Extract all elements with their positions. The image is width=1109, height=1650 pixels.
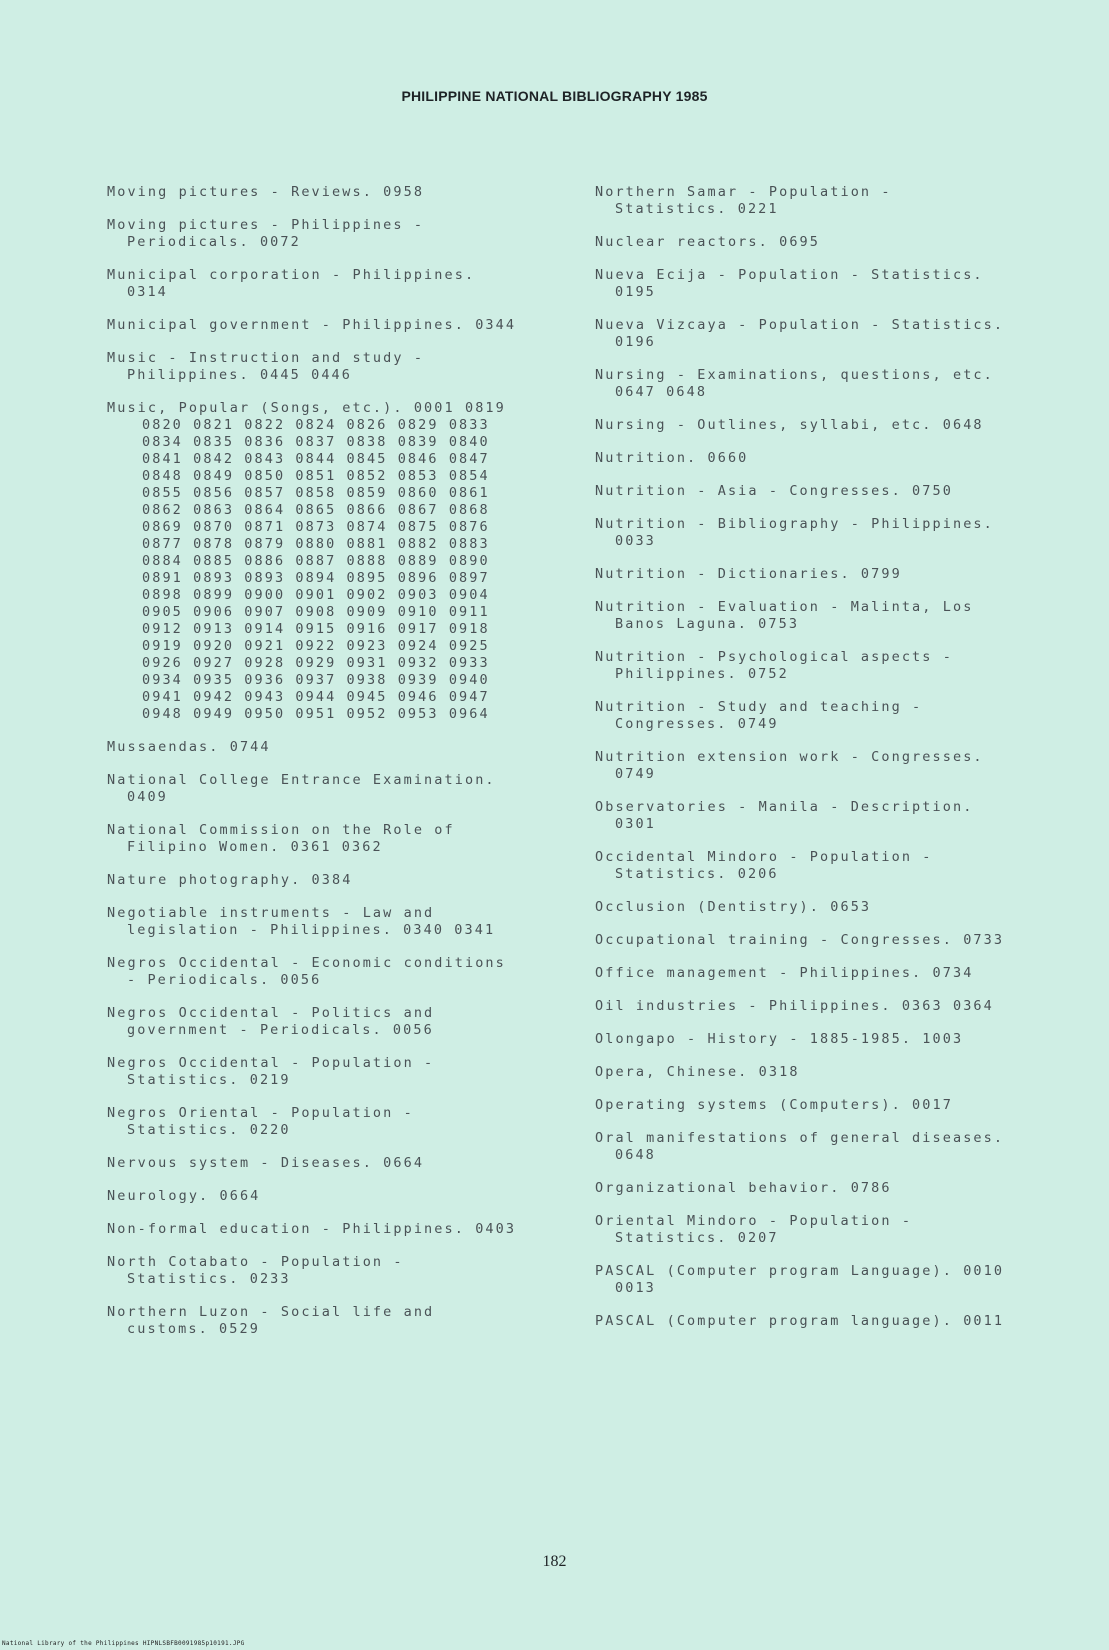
entry-heading: Negros Occidental - Economic conditions bbox=[107, 955, 506, 971]
entry-heading: Negotiable instruments - Law and bbox=[107, 905, 435, 921]
index-entry bbox=[107, 822, 562, 856]
index-entry bbox=[107, 739, 562, 756]
entry-heading: National College Entrance Examination. bbox=[107, 772, 496, 788]
entry-continuation: 0912 0913 0914 0915 0916 0917 0918 bbox=[142, 621, 490, 637]
entry-continuation: Philippines. 0445 0446 bbox=[127, 367, 353, 383]
index-entry bbox=[107, 217, 562, 251]
entry-continuation: 0891 0893 0893 0894 0895 0896 0897 bbox=[142, 570, 490, 586]
entry-continuation: 0013 bbox=[615, 1280, 656, 1296]
index-entry bbox=[595, 184, 1075, 218]
index-entry bbox=[107, 350, 562, 384]
entry-heading: PASCAL (Computer program language). 0011 bbox=[595, 1313, 1005, 1329]
entry-continuation: Statistics. 0207 bbox=[615, 1230, 779, 1246]
entry-continuation: 0869 0870 0871 0873 0874 0875 0876 bbox=[142, 519, 490, 535]
entry-heading: Municipal corporation - Philippines. bbox=[107, 267, 476, 283]
index-entry bbox=[595, 367, 1075, 401]
index-entry bbox=[595, 317, 1075, 351]
entry-heading: Nutrition - Psychological aspects - bbox=[595, 649, 953, 665]
index-entry bbox=[595, 417, 1075, 434]
entry-continuation: 0409 bbox=[127, 789, 168, 805]
entry-heading: Music, Popular (Songs, etc.). 0001 0819 bbox=[107, 400, 506, 416]
entry-heading: Nutrition - Bibliography - Philippines. bbox=[595, 516, 994, 532]
entry-heading: Music - Instruction and study - bbox=[107, 350, 425, 366]
entry-heading: Nutrition - Study and teaching - bbox=[595, 699, 923, 715]
entry-heading: Northern Samar - Population - bbox=[595, 184, 892, 200]
index-entry bbox=[107, 400, 562, 723]
entry-heading: Oral manifestations of general diseases. bbox=[595, 1130, 1005, 1146]
entry-continuation: Statistics. 0220 bbox=[127, 1122, 291, 1138]
index-entry bbox=[107, 955, 562, 989]
page-number: 182 bbox=[542, 1553, 567, 1570]
entry-heading: Operating systems (Computers). 0017 bbox=[595, 1097, 953, 1113]
index-entry bbox=[595, 1313, 1075, 1330]
index-entry bbox=[107, 872, 562, 889]
entry-continuation: 0919 0920 0921 0922 0923 0924 0925 bbox=[142, 638, 490, 654]
index-entry bbox=[107, 1005, 562, 1039]
entry-heading: Opera, Chinese. 0318 bbox=[595, 1064, 800, 1080]
entry-continuation: 0855 0856 0857 0858 0859 0860 0861 bbox=[142, 485, 490, 501]
index-entry bbox=[595, 450, 1075, 467]
entry-heading: Municipal government - Philippines. 0344 bbox=[107, 317, 517, 333]
entry-heading: Negros Occidental - Population - bbox=[107, 1055, 435, 1071]
index-entry bbox=[595, 849, 1075, 883]
index-entry bbox=[595, 1064, 1075, 1081]
entry-heading: PASCAL (Computer program Language). 0010 bbox=[595, 1263, 1005, 1279]
page-header: PHILIPPINE NATIONAL BIBLIOGRAPHY 1985 bbox=[401, 88, 708, 104]
entry-continuation: legislation - Philippines. 0340 0341 bbox=[127, 922, 496, 938]
entry-heading: Nutrition. 0660 bbox=[595, 450, 749, 466]
index-entry bbox=[595, 1130, 1075, 1164]
index-entry bbox=[107, 905, 562, 939]
index-entry bbox=[595, 483, 1075, 500]
entry-heading: Oriental Mindoro - Population - bbox=[595, 1213, 913, 1229]
entry-continuation: Congresses. 0749 bbox=[615, 716, 779, 732]
entry-continuation: 0195 bbox=[615, 284, 656, 300]
index-column-right bbox=[595, 184, 1075, 1346]
entry-heading: Organizational behavior. 0786 bbox=[595, 1180, 892, 1196]
entry-continuation: 0877 0878 0879 0880 0881 0882 0883 bbox=[142, 536, 490, 552]
entry-heading: Moving pictures - Reviews. 0958 bbox=[107, 184, 425, 200]
entry-heading: Nature photography. 0384 bbox=[107, 872, 353, 888]
index-entry bbox=[595, 566, 1075, 583]
scan-credit: National Library of the Philippines HIPNLSBFB0091985p10191.JPG bbox=[2, 1640, 245, 1647]
entry-heading: Nueva Vizcaya - Population - Statistics. bbox=[595, 317, 1005, 333]
entry-heading: Northern Luzon - Social life and bbox=[107, 1304, 435, 1320]
entry-continuation: 0948 0949 0950 0951 0952 0953 0964 bbox=[142, 706, 490, 722]
index-entry bbox=[107, 1105, 562, 1139]
entry-continuation: Banos Laguna. 0753 bbox=[615, 616, 800, 632]
index-entry bbox=[107, 1221, 562, 1238]
index-entry bbox=[595, 1180, 1075, 1197]
index-entry bbox=[595, 649, 1075, 683]
entry-continuation: Statistics. 0233 bbox=[127, 1271, 291, 1287]
index-entry bbox=[107, 1304, 562, 1338]
entry-continuation: Statistics. 0221 bbox=[615, 201, 779, 217]
index-entry bbox=[595, 516, 1075, 550]
entry-heading: Occidental Mindoro - Population - bbox=[595, 849, 933, 865]
index-entry bbox=[595, 1213, 1075, 1247]
index-entry bbox=[595, 234, 1075, 251]
entry-heading: Nutrition - Evaluation - Malinta, Los bbox=[595, 599, 974, 615]
index-entry bbox=[107, 1254, 562, 1288]
index-entry bbox=[107, 1055, 562, 1089]
entry-heading: Negros Occidental - Politics and bbox=[107, 1005, 435, 1021]
entry-continuation: 0749 bbox=[615, 766, 656, 782]
entry-continuation: 0834 0835 0836 0837 0838 0839 0840 bbox=[142, 434, 490, 450]
entry-heading: Neurology. 0664 bbox=[107, 1188, 261, 1204]
index-entry bbox=[595, 749, 1075, 783]
index-entry bbox=[595, 699, 1075, 733]
entry-continuation: - Periodicals. 0056 bbox=[127, 972, 322, 988]
index-entry bbox=[595, 1031, 1075, 1048]
index-entry bbox=[595, 1097, 1075, 1114]
entry-heading: Nursing - Examinations, questions, etc. bbox=[595, 367, 994, 383]
entry-continuation: 0941 0942 0943 0944 0945 0946 0947 bbox=[142, 689, 490, 705]
index-entry bbox=[595, 998, 1075, 1015]
entry-continuation: 0848 0849 0850 0851 0852 0853 0854 bbox=[142, 468, 490, 484]
entry-heading: Olongapo - History - 1885-1985. 1003 bbox=[595, 1031, 964, 1047]
entry-heading: Occupational training - Congresses. 0733 bbox=[595, 932, 1005, 948]
entry-continuation: 0820 0821 0822 0824 0826 0829 0833 bbox=[142, 417, 490, 433]
entry-heading: Nutrition - Asia - Congresses. 0750 bbox=[595, 483, 953, 499]
index-entry bbox=[107, 267, 562, 301]
entry-heading: Negros Oriental - Population - bbox=[107, 1105, 414, 1121]
entry-heading: National Commission on the Role of bbox=[107, 822, 455, 838]
index-entry bbox=[595, 899, 1075, 916]
index-entry bbox=[107, 317, 562, 334]
entry-continuation: government - Periodicals. 0056 bbox=[127, 1022, 434, 1038]
entry-heading: Nueva Ecija - Population - Statistics. bbox=[595, 267, 984, 283]
index-entry bbox=[595, 1263, 1075, 1297]
entry-continuation: 0905 0906 0907 0908 0909 0910 0911 bbox=[142, 604, 490, 620]
entry-continuation: 0314 bbox=[127, 284, 168, 300]
entry-continuation: 0841 0842 0843 0844 0845 0846 0847 bbox=[142, 451, 490, 467]
entry-continuation: 0196 bbox=[615, 334, 656, 350]
index-entry bbox=[107, 1188, 562, 1205]
index-entry bbox=[107, 1155, 562, 1172]
entry-heading: Moving pictures - Philippines - bbox=[107, 217, 425, 233]
entry-heading: Nervous system - Diseases. 0664 bbox=[107, 1155, 425, 1171]
entry-heading: North Cotabato - Population - bbox=[107, 1254, 404, 1270]
entry-continuation: 0898 0899 0900 0901 0902 0903 0904 bbox=[142, 587, 490, 603]
index-entry bbox=[107, 184, 562, 201]
entry-continuation: Filipino Women. 0361 0362 bbox=[127, 839, 383, 855]
entry-continuation: 0926 0927 0928 0929 0931 0932 0933 bbox=[142, 655, 490, 671]
entry-continuation: Philippines. 0752 bbox=[615, 666, 789, 682]
entry-continuation: customs. 0529 bbox=[127, 1321, 260, 1337]
entry-continuation: Statistics. 0206 bbox=[615, 866, 779, 882]
entry-heading: Office management - Philippines. 0734 bbox=[595, 965, 974, 981]
entry-heading: Nursing - Outlines, syllabi, etc. 0648 bbox=[595, 417, 984, 433]
entry-heading: Non-formal education - Philippines. 0403 bbox=[107, 1221, 517, 1237]
entry-heading: Nuclear reactors. 0695 bbox=[595, 234, 821, 250]
index-column-left bbox=[107, 184, 562, 1354]
entry-continuation: Statistics. 0219 bbox=[127, 1072, 291, 1088]
entry-continuation: Periodicals. 0072 bbox=[127, 234, 301, 250]
entry-continuation: 0647 0648 bbox=[615, 384, 708, 400]
entry-continuation: 0301 bbox=[615, 816, 656, 832]
index-entry bbox=[595, 932, 1075, 949]
entry-continuation: 0884 0885 0886 0887 0888 0889 0890 bbox=[142, 553, 490, 569]
index-entry bbox=[595, 965, 1075, 982]
entry-heading: Nutrition extension work - Congresses. bbox=[595, 749, 984, 765]
entry-heading: Oil industries - Philippines. 0363 0364 bbox=[595, 998, 994, 1014]
entry-heading: Mussaendas. 0744 bbox=[107, 739, 271, 755]
entry-continuation: 0862 0863 0864 0865 0866 0867 0868 bbox=[142, 502, 490, 518]
entry-heading: Observatories - Manila - Description. bbox=[595, 799, 974, 815]
index-entry bbox=[595, 267, 1075, 301]
entry-continuation: 0648 bbox=[615, 1147, 656, 1163]
index-entry bbox=[595, 599, 1075, 633]
entry-heading: Nutrition - Dictionaries. 0799 bbox=[595, 566, 902, 582]
index-entry bbox=[107, 772, 562, 806]
entry-continuation: 0934 0935 0936 0937 0938 0939 0940 bbox=[142, 672, 490, 688]
entry-heading: Occlusion (Dentistry). 0653 bbox=[595, 899, 872, 915]
index-entry bbox=[595, 799, 1075, 833]
entry-continuation: 0033 bbox=[615, 533, 656, 549]
